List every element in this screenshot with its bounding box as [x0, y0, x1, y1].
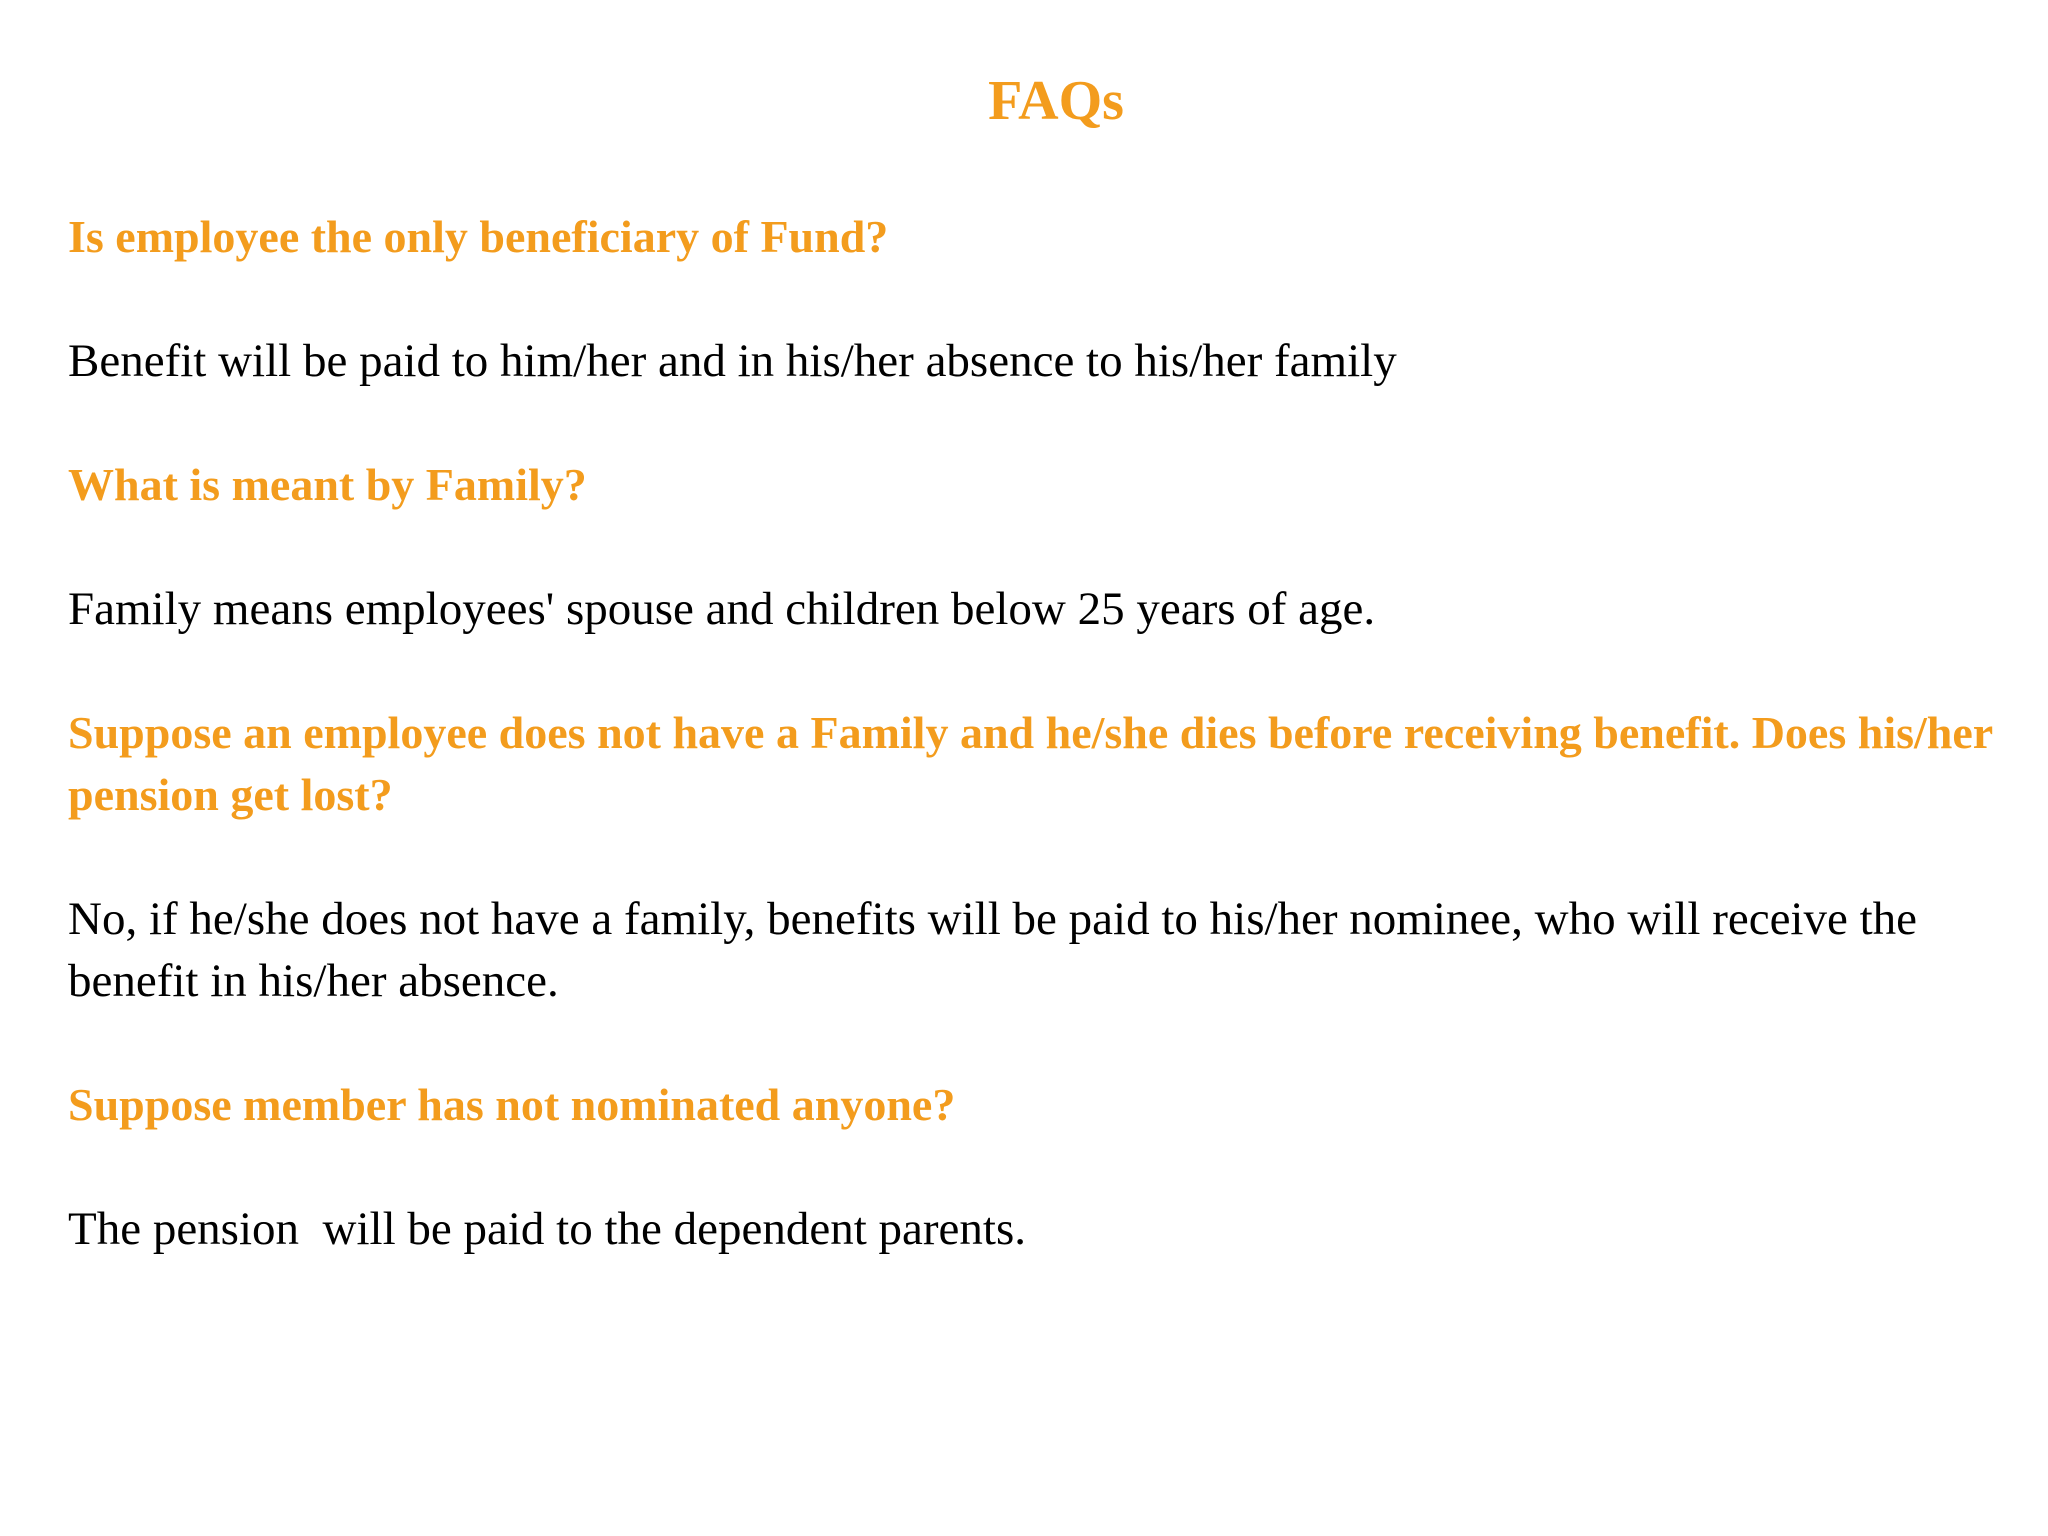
- faq-answer: Benefit will be paid to him/her and in his/her absence to his/her family: [68, 335, 1397, 387]
- faq-item-1-answer: [68, 330, 1968, 392]
- faq-item-3-answer: [68, 888, 2038, 1012]
- faq-question: Is employee the only beneficiary of Fund?: [68, 211, 889, 262]
- faq-item-3: [68, 702, 1998, 826]
- faq-item-2-answer: [68, 578, 1968, 640]
- faq-item-4-answer: [68, 1198, 1968, 1260]
- page-title: FAQs: [988, 70, 1124, 132]
- faq-answer: No, if he/she does not have a family, benefits will be paid to his/her nominee, who will receive the benefit in his/her absence.: [68, 893, 1929, 1007]
- faq-item-1: [68, 206, 1968, 268]
- faq-answer: The pension will be paid to the dependent parents.: [68, 1203, 1027, 1255]
- faq-question: Suppose an employee does not have a Family and he/she dies before receiving benefit. Does his/her pension get lost?: [68, 707, 1993, 820]
- faq-item-2: [68, 454, 1968, 516]
- faq-answer: Family means employees' spouse and children below 25 years of age.: [68, 583, 1376, 635]
- faq-question: Suppose member has not nominated anyone?: [68, 1079, 956, 1130]
- faq-question: What is meant by Family?: [68, 459, 587, 510]
- faq-item-4: [68, 1074, 1968, 1136]
